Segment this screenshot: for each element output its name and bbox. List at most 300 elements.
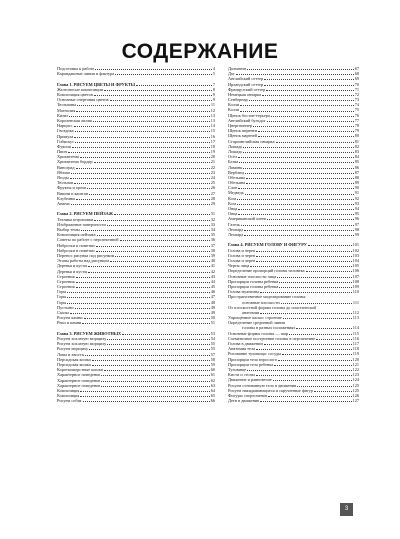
toc-entry-page: 101 [352,242,359,248]
toc-entry-page: 72 [354,91,359,97]
toc-entry-page: 59 [210,362,215,367]
toc-leader-dots [122,334,210,335]
toc-entry-label: Персидская кошка [57,362,91,367]
toc-entry-label: Пион [57,149,67,155]
toc-entry-page: 38 [210,247,215,253]
toc-right-column [228,66,359,403]
toc-leader-dots [76,199,210,200]
toc-entry-label: Туловище [228,366,247,372]
toc-entry-label: Рисуем хохлатую морщиху [57,336,107,342]
toc-entry-page: 94 [354,206,359,212]
toc-leader-dots [67,292,209,293]
toc-entry-label: Рисуем основанную тело в движении [228,382,297,388]
toc-entry-label: От плоскостной формы головы до пластической [228,304,317,310]
toc-entry-page: 102 [352,247,359,253]
toc-leader-dots [104,370,210,371]
toc-entry-page: 79 [354,128,359,134]
toc-entry-page: 68 [354,71,359,77]
toc-entry-label: Английский бульдог [228,117,266,123]
toc-leader-dots [120,240,210,241]
toc-entry-label: Голова мужчины [228,289,259,295]
toc-leader-dots [256,251,351,252]
toc-entry-label: Тюльпан [57,180,74,186]
toc-entry-label: Желтоносые композиции [57,86,103,92]
toc-entry-label: Коза [228,200,237,206]
toc-entry-label: Фигуры спортсменов [228,392,268,398]
toc-entry-label: Коза [228,195,237,201]
toc-entry-page: 50 [210,315,215,321]
toc-entry-label: Композиция пейзажа [57,232,96,238]
toc-entry-label: Техника штриховки [57,216,94,222]
toc-entry-label: Ирландский сеттер [228,81,264,87]
toc-leader-dots [238,157,354,158]
toc-entry-page: 61 [210,372,215,378]
toc-leader-dots [74,183,210,184]
toc-entry-page: 49 [210,310,215,316]
toc-entry-label: Яблоко [57,169,71,175]
toc-leader-dots [95,69,212,70]
toc-leader-dots [240,111,353,112]
toc-leader-dots [104,90,212,91]
toc-entry-page: 41 [210,263,215,269]
toc-leader-dots [238,214,353,215]
toc-entry-label: Основные формы головы — шар [228,330,289,336]
toc-entry-label: Щенок мартней [228,133,257,139]
toc-entry-label: Упрощённое каскос строение [228,315,282,321]
toc-leader-dots [274,365,351,366]
toc-leader-dots [92,365,210,366]
toc-leader-dots [239,162,353,163]
toc-leader-dots [68,152,210,153]
toc-leader-dots [250,266,351,267]
toc-entry-label: Персидская кошка [57,356,91,362]
toc-leader-dots [256,375,352,376]
toc-entry-page: 35 [210,232,215,238]
toc-entry-label: Голова в движении [228,341,263,347]
toc-leader-dots [246,178,354,179]
toc-entry-label: Ламинк [228,164,243,170]
toc-entry-page: 98 [354,226,359,232]
toc-entry-label: Щенок бостон-терьера [228,112,270,118]
toc-entry-page: 13 [210,117,215,123]
toc-entry-label: Анатомия тела [228,346,255,352]
toc-entry-label: Кисти и стопы [228,372,255,378]
toc-entry-label: Строения [57,284,75,290]
toc-entry-label: Английский сеттер [228,76,264,82]
toc-entry-label: головы в разных положениях [242,325,296,331]
toc-entry-page: 75 [354,107,359,113]
toc-entry-page: 28 [210,195,215,201]
toc-leader-dots [268,396,351,397]
toc-entry-page: 11 [210,102,215,108]
toc-leader-dots [237,199,353,200]
toc-left-column [57,66,215,404]
toc-entry-page: 17 [210,138,215,144]
toc-entry-label: Лапы и хвосты [57,351,85,357]
toc-leader-dots [94,95,212,96]
toc-entry-label: Голова и череп [228,258,256,264]
toc-entry-label: Дети в движении [228,398,260,404]
toc-entry-label: Овца [228,211,238,217]
toc-entry-label: Этапы работы над рисунком [57,258,109,264]
toc-leader-dots [107,344,209,345]
toc-entry-label: Королевская лилия [57,117,92,123]
toc-entry-label: Виноград [57,164,75,170]
toc-list-left [57,66,215,404]
toc-leader-dots [283,318,352,319]
toc-entry-label: Пропорции тела взрослого [228,356,278,362]
toc-entry-label: Дог [228,71,235,77]
toc-entry-label: Староанглийская овчарка [228,138,275,144]
toc-entry-page: 57 [210,351,215,357]
toc-entry-page: 19 [210,149,215,155]
toc-leader-dots [71,173,209,174]
toc-leader-dots [67,303,209,304]
toc-leader-dots [76,168,210,169]
toc-entry-label: Леопард [228,231,244,237]
toc-entry-label: Горы [57,299,67,305]
toc-leader-dots [96,246,210,247]
toc-entry-label: Наброски и пометки [57,247,95,253]
toc-entry-page: 77 [354,117,359,123]
toc-entry-label: Горы [57,289,67,295]
toc-leader-dots [243,168,353,169]
toc-leader-dots [247,69,354,70]
toc-entry-label: Горы [57,294,67,300]
toc-entry-label: Определение пропорций головы человека [228,268,305,274]
toc-entry [57,320,215,325]
toc-entry-page: 93 [354,200,359,206]
toc-entry-label: Лошадь [228,148,243,154]
toc-entry-page: 86 [354,164,359,170]
toc-entry-label: Определение срединной линии [228,320,285,326]
toc-leader-dots [316,339,352,340]
toc-entry-label: Щенок пиренеи [228,128,258,134]
toc-entry-label: Схематичное построение головы в перспективе [228,335,316,341]
toc-entry [57,71,215,76]
toc-entry-label: Гибискус [57,138,75,144]
toc-entry-page: 51 [210,320,215,326]
toc-entry-page: 15 [210,128,215,134]
toc-entry-page: 87 [354,169,359,175]
toc-entry-label: Ягоды [57,175,69,181]
toc-entry-label: Глава 3. РИСУЕМ ЖИВОТНЫХ [57,330,122,336]
toc-leader-dots [76,282,210,283]
toc-entry-label: Тюльпаны [57,102,77,108]
toc-entry-label: Сенбернар [228,97,248,103]
toc-entry-page: 45 [210,284,215,290]
toc-entry-page: 9 [212,97,215,103]
toc-entry-page: 16 [210,133,215,139]
toc-leader-dots [246,183,354,184]
toc-leader-dots [279,287,351,288]
toc-list-right [228,66,359,403]
toc-leader-dots [247,370,351,371]
toc-leader-dots [278,360,352,361]
toc-entry-page: 81 [354,138,359,144]
toc-entry-page: 89 [354,180,359,186]
toc-entry-label: Немецкая овчарка [228,91,262,97]
toc-leader-dots [136,85,212,86]
toc-entry-page: 49 [210,304,215,310]
toc-entry-label: Фуксия [57,143,71,149]
toc-entry-label: Голова и череп [228,247,256,253]
toc-entry-label: Ананас [57,200,71,206]
toc-entry-page: 32 [210,216,215,222]
toc-leader-dots [94,162,210,163]
toc-entry-page: 43 [210,273,215,279]
toc-entry-label: Характерное поведение [57,372,101,378]
toc-entry-page: 114 [352,325,359,331]
toc-entry-page: 37 [210,242,215,248]
toc-entry-page: 76 [354,112,359,118]
toc-leader-dots [266,90,353,91]
toc-entry-label: Колли [228,107,240,113]
toc-entry-label: Движение и равновесие [228,377,272,383]
toc-entry-page: 74 [354,102,359,108]
toc-leader-dots [296,328,351,329]
toc-entry-page: 21 [210,159,215,165]
toc-leader-dots [110,261,210,262]
toc-entry-page: 105 [352,263,359,269]
toc-entry-page: 113 [352,315,359,321]
toc-entry-label: Глава 2. РИСУЕМ ПЕЙЗАЖ [57,211,113,217]
toc-leader-dots [83,401,210,402]
toc-leader-dots [107,225,210,226]
toc-leader-dots [264,85,354,86]
toc-leader-dots [89,349,210,350]
toc-leader-dots [76,287,210,288]
toc-entry-page: 125 [352,382,359,388]
toc-entry-label: Слон [228,185,238,191]
toc-leader-dots [244,230,353,231]
toc-leader-dots [238,188,353,189]
toc-entry-page: 120 [352,356,359,362]
toc-entry-page: 67 [354,65,359,71]
toc-entry-label: Советы по работе с перспективой [57,237,119,243]
toc-entry-label: Глава 1. РИСУЕМ ЦВЕТЫ И ФРУКТЫ [57,81,136,87]
toc-leader-dots [264,79,354,80]
toc-entry [57,398,215,403]
toc-entry-label: Подготовка к работе [57,65,95,71]
toc-leader-dots [77,105,210,106]
toc-entry-page: 8 [212,86,215,92]
toc-entry-page: 44 [210,278,215,284]
toc-entry-page: 99 [354,231,359,237]
toc-entry-page: 14 [210,123,215,129]
toc-entry-page: 13 [210,112,215,118]
toc-leader-dots [76,111,209,112]
toc-entry-label: Характерное поведение [57,382,101,388]
toc-entry-page: 92 [354,195,359,201]
toc-entry-page: 78 [354,123,359,129]
toc-entry-label: Деревья и кусты [57,268,88,274]
toc-leader-dots [267,219,353,220]
toc-entry-label: Хризантема бордер [57,159,93,165]
toc-entry-label: Черты лица [228,263,250,269]
toc-entry-page: 85 [354,159,359,165]
toc-entry-label: Изображение поверхности [57,221,106,227]
toc-leader-dots [107,339,209,340]
toc-leader-dots [97,235,210,236]
toc-entry-page: 23 [210,169,215,175]
toc-leader-dots [262,95,354,96]
toc-entry-label: Композиция цветов [57,92,93,98]
toc-entry-page: 115 [352,330,359,336]
toc-entry-page: 63 [210,382,215,388]
toc-leader-dots [115,74,212,75]
toc-entry-page: 40 [210,258,215,264]
toc-entry-page: 55 [210,346,215,352]
toc-leader-dots [88,272,209,273]
toc-entry [228,232,359,237]
toc-entry-page: 106 [352,268,359,274]
toc-entry-page: 124 [352,377,359,383]
toc-entry-label: Реки и камни [57,320,82,326]
toc-leader-dots [85,355,209,356]
toc-leader-dots [306,271,352,272]
toc-leader-dots [87,188,209,189]
toc-entry-page: 118 [352,346,359,352]
toc-leader-dots [75,142,210,143]
toc-entry-page: 26 [210,185,215,191]
toc-leader-dots [245,173,353,174]
toc-entry-page: 53 [210,330,215,336]
toc-entry-page: 84 [354,154,359,160]
toc-entry-page: 83 [354,148,359,154]
toc-leader-dots [238,209,353,210]
toc-leader-dots [264,344,352,345]
toc-leader-dots [72,147,210,148]
toc-entry-page: 64 [210,387,215,393]
toc-entry-label: Рисуем камни [57,315,83,321]
toc-entry-page: 27 [210,190,215,196]
toc-entry-label: Рисуем хохлатую морщиху [57,341,107,347]
toc-entry-label: Французский сеттер [228,86,266,92]
toc-leader-dots [240,105,353,106]
toc-entry-page: 33 [210,221,215,227]
toc-leader-dots [243,152,353,153]
toc-entry-label: Фрукты и орехи [57,185,87,191]
toc-entry-page: 66 [210,398,215,404]
toc-entry-page: 119 [352,351,359,357]
toc-entry-label: Глава 4. РИСУЕМ ГОЛОВУ И ФИГУРУ [228,242,307,248]
toc-leader-dots [256,349,352,350]
toc-entry-page: 69 [354,76,359,82]
toc-leader-dots [96,251,210,252]
toc-leader-dots [258,136,354,137]
toc-leader-dots [282,354,352,355]
toc-leader-dots [237,204,353,205]
toc-entry-label: Выбор темы [57,227,80,233]
toc-leader-dots [245,194,354,195]
toc-leader-dots [75,131,210,132]
toc-entry-label: Кизил [57,112,69,118]
toc-entry-page: 117 [352,341,359,347]
toc-entry-label: Американский олень [228,216,267,222]
toc-entry-page: 123 [352,372,359,378]
toc-entry-page: 122 [352,366,359,372]
toc-entry-page: 7 [212,81,215,87]
toc-entry-label: Леопард [228,226,244,232]
toc-leader-dots [277,277,351,278]
toc-entry-page: 31 [210,211,215,217]
toc-leader-dots [76,277,210,278]
toc-entry-page: 126 [352,392,359,398]
toc-leader-dots [114,214,210,215]
toc-entry-page: 95 [354,211,359,217]
toc-leader-dots [101,386,209,387]
toc-leader-dots [279,282,351,283]
toc-entry-label: Верблюд [228,169,245,175]
toc-entry-page: 112 [352,309,359,315]
toc-leader-dots [81,230,210,231]
toc-entry-page: 62 [210,377,215,383]
toc-leader-dots [244,235,353,236]
toc-entry-label: Строения [57,273,75,279]
toc-entry-label: Вишни и каштан [57,190,88,196]
toc-entry-page: 42 [210,268,215,274]
toc-entry-label: Пространственное моделирование головы: [228,294,307,300]
toc-leader-dots [80,396,209,397]
toc-entry-label: анатомии [242,309,260,315]
toc-leader-dots [101,381,209,382]
toc-entry-label: Пропорции тела ребенка [228,361,274,367]
toc-entry-page: 60 [210,367,215,373]
toc-entry-label: Осёл [228,154,238,160]
toc-entry-page: 22 [210,164,215,170]
toc-leader-dots [82,323,209,324]
toc-leader-dots [80,157,210,158]
toc-entry-label: Клубника [57,195,75,201]
toc-entry-page: 127 [352,398,359,404]
toc-entry-page: 39 [210,252,215,258]
page-title: СОДЕРЖАНИЕ [121,40,279,63]
toc-leader-dots [267,121,354,122]
toc-entry-page: 109 [352,283,359,289]
toc-entry-page: 58 [210,356,215,362]
toc-leader-dots [289,334,352,335]
toc-entry-page: 73 [354,97,359,103]
toc-entry-page: 104 [352,258,359,264]
toc-entry-label: Голова и череп [228,252,256,258]
toc-entry-page: 91 [354,190,359,196]
toc-leader-dots [88,266,209,267]
toc-leader-dots [70,313,210,314]
toc-entry-label: Примула [57,133,74,139]
toc-entry-page: 20 [210,154,215,160]
toc-entry-page: 29 [210,200,215,206]
toc-leader-dots [92,360,210,361]
toc-leader-dots [67,297,209,298]
toc-entry-label: Характерное поведение [57,377,101,383]
toc-entry-label: Лошадь [228,143,243,149]
toc-leader-dots [71,204,209,205]
toc-entry-label: Наброски и пометки [57,242,95,248]
toc-leader-dots [243,147,353,148]
toc-leader-dots [75,308,210,309]
toc-entry-page: 65 [210,393,215,399]
toc-entry-label: Колли [228,102,240,108]
toc-entry-label: Хризантема [57,154,79,160]
toc-leader-dots [271,116,354,117]
toc-entry-label: Основные плоскости лица [228,273,277,279]
toc-entry-label: Магнолия [57,107,76,113]
toc-entry-label: Рисование туловища: сосуды [228,351,282,357]
toc-entry-page: 48 [210,299,215,305]
toc-entry [57,201,215,206]
toc-entry-page: 103 [352,252,359,258]
